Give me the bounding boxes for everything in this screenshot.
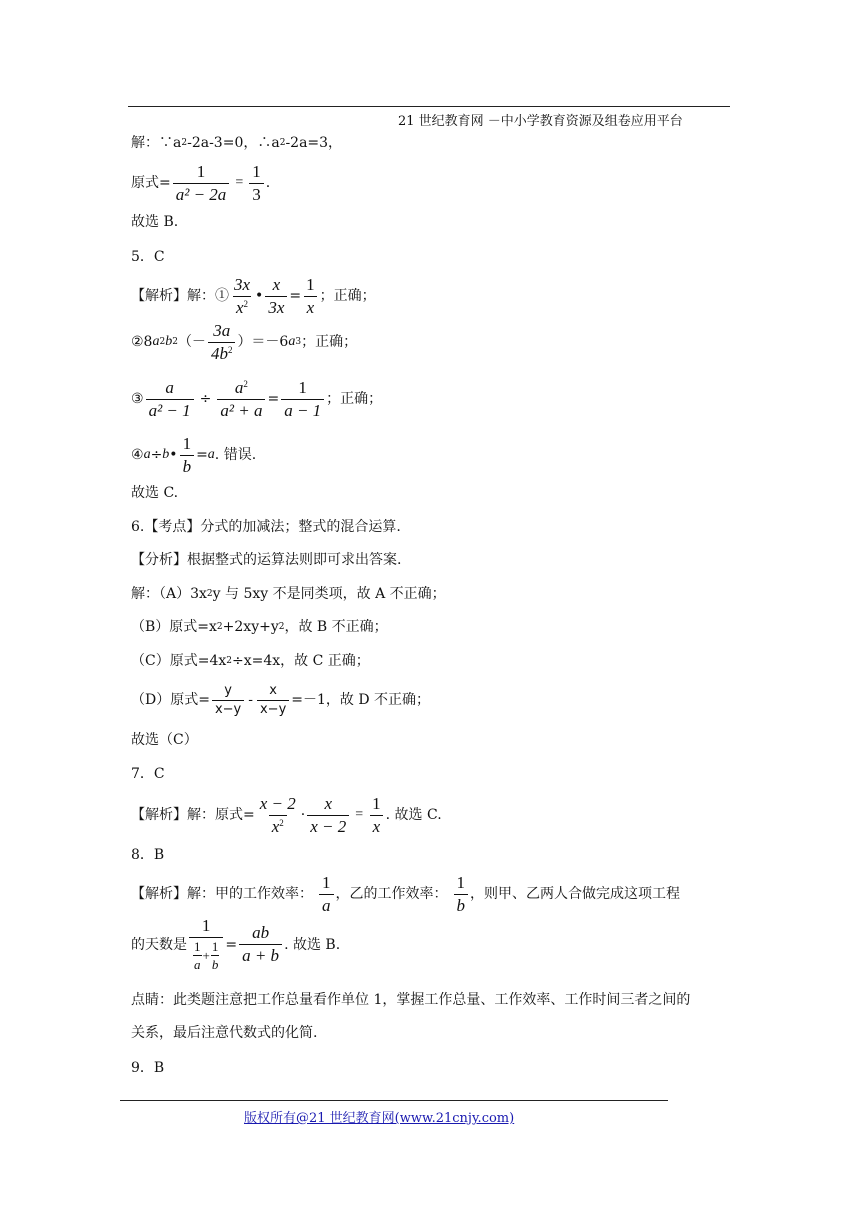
fraction: $\frac{1}{b}$ <box>211 938 219 973</box>
question-9-answer: 9．B <box>131 1060 165 1076</box>
fraction: $\frac{x}{x - 2}$ <box>307 795 349 836</box>
fraction: $\frac{ab}{a + b}$ <box>239 924 282 965</box>
question-6-analysis: 【分析】根据整式的运算法则即可求出答案. <box>131 552 402 568</box>
tip-line-2: 关系，最后注意代数式的化简. <box>131 1025 318 1041</box>
question-8-days: 的天数是 1 $\frac{1}{a}$ + $\frac{1}{b}$ = $\frac{ab}{a + b}$ . 故选 B. <box>131 916 341 973</box>
analysis-item-4: ④ a ÷ b • $\frac{1}{b}$ = a . 错误. <box>131 434 257 476</box>
question-6-option-d: （D）原式= $\frac{y}{x-y}$ - $\frac{x}{x-y}$ =－1，故 D 不正确； <box>131 683 431 717</box>
fraction: $\frac{1}{b}$ <box>454 874 469 915</box>
question-8-answer: 8．B <box>131 847 165 863</box>
line-answer-c2: 故选（C） <box>131 732 198 748</box>
fraction: $\frac{1}{a}$ <box>319 874 334 915</box>
fraction: $\frac{1}{3}$ <box>249 163 264 204</box>
fraction: $\frac{1}{a - 1}$ <box>281 379 324 420</box>
fraction: $\frac{3x}{x^2}$ <box>234 275 251 317</box>
line-answer-c: 故选 C. <box>131 485 179 501</box>
fraction: $\frac{x}{3x}$ <box>265 276 287 317</box>
fraction: $\frac{a}{\text{a² − 1}}$ <box>146 379 194 420</box>
question-5-answer: 5．C <box>131 249 165 265</box>
footer-rule <box>120 1100 668 1101</box>
question-6-option-b: （B）原式=x 2 +2xy+y 2 ，故 B 不正确； <box>131 619 388 635</box>
fraction: $\frac{a^2}{\text{a² + a}}$ <box>217 379 265 420</box>
fraction: $\frac{1}{\text{a² − 2a}}$ <box>173 163 230 204</box>
question-6-topic: 6.【考点】分式的加减法；整式的混合运算. <box>131 519 401 535</box>
line-result-fraction: 原式= $\frac{1}{\text{a² − 2a}}$ = $\frac{1}{3}$ . <box>131 162 271 204</box>
question-7-answer: 7．C <box>131 766 165 782</box>
question-8-analysis: 【解析】解：甲的工作效率： $\frac{1}{a}$ ，乙的工作效率： $\frac{1}{b}$ ，则甲、乙两人合做完成这项工程 <box>131 873 680 915</box>
header-rule <box>128 106 730 107</box>
analysis-item-3: ③ $\frac{a}{\text{a² − 1}}$ ÷ $\frac{a^2}{\text{a² + a}}$ = $\frac{1}{a - 1}$ ；正确； <box>131 378 383 420</box>
fraction: $\frac{x}{x-y}$ <box>257 684 289 716</box>
question-7-analysis: 【解析】解：原式= $\frac{x - 2}{x^2}$ · $\frac{x}{x - 2}$ = $\frac{1}{x}$ . 故选 C. <box>131 794 442 836</box>
fraction: $\frac{1}{x}$ <box>369 795 384 836</box>
question-6-option-a: 解：（A）3x 2 y 与 5xy 不是同类项，故 A 不正确； <box>131 586 446 602</box>
header-text: 21 世纪教育网 －中小学教育资源及组卷应用平台 <box>398 114 683 129</box>
fraction: $\frac{1}{x}$ <box>303 276 318 317</box>
question-6-option-c: （C）原式=4x 2 ÷x=4x，故 C 正确； <box>131 653 370 669</box>
fraction: $\frac{3a}{4b^2}$ <box>208 322 236 363</box>
footer-copyright-link[interactable]: 版权所有@21 世纪教育网(www.21cnjy.com) <box>244 1111 515 1126</box>
analysis-item-1: 【解析】解：① $\frac{3x}{x^2}$ • $\frac{x}{3x}$ = $\frac{1}{x}$ ；正确； <box>131 275 376 317</box>
fraction: $\frac{1}{a}$ <box>194 938 201 973</box>
tip-line-1: 点睛：此类题注意把工作总量看作单位 1，掌握工作总量、工作效率、工作时间三者之间的 <box>131 992 691 1008</box>
fraction: $\frac{1}{b}$ <box>180 435 195 476</box>
fraction: $\frac{y}{x-y}$ <box>212 684 244 716</box>
fraction: 1 $\frac{1}{a}$ + $\frac{1}{b}$ <box>189 917 223 972</box>
fraction: $\frac{x - 2}{x^2}$ <box>259 794 296 836</box>
line-given: 解：∵a 2 -2a-3=0，∴a 2 -2a=3， <box>131 135 343 151</box>
line-answer-b: 故选 B. <box>131 214 179 230</box>
analysis-item-2: ②8 a 2 b 2 （－ $\frac{3a}{4b^2}$ ）＝－6 a 3 ；正确； <box>131 321 358 363</box>
